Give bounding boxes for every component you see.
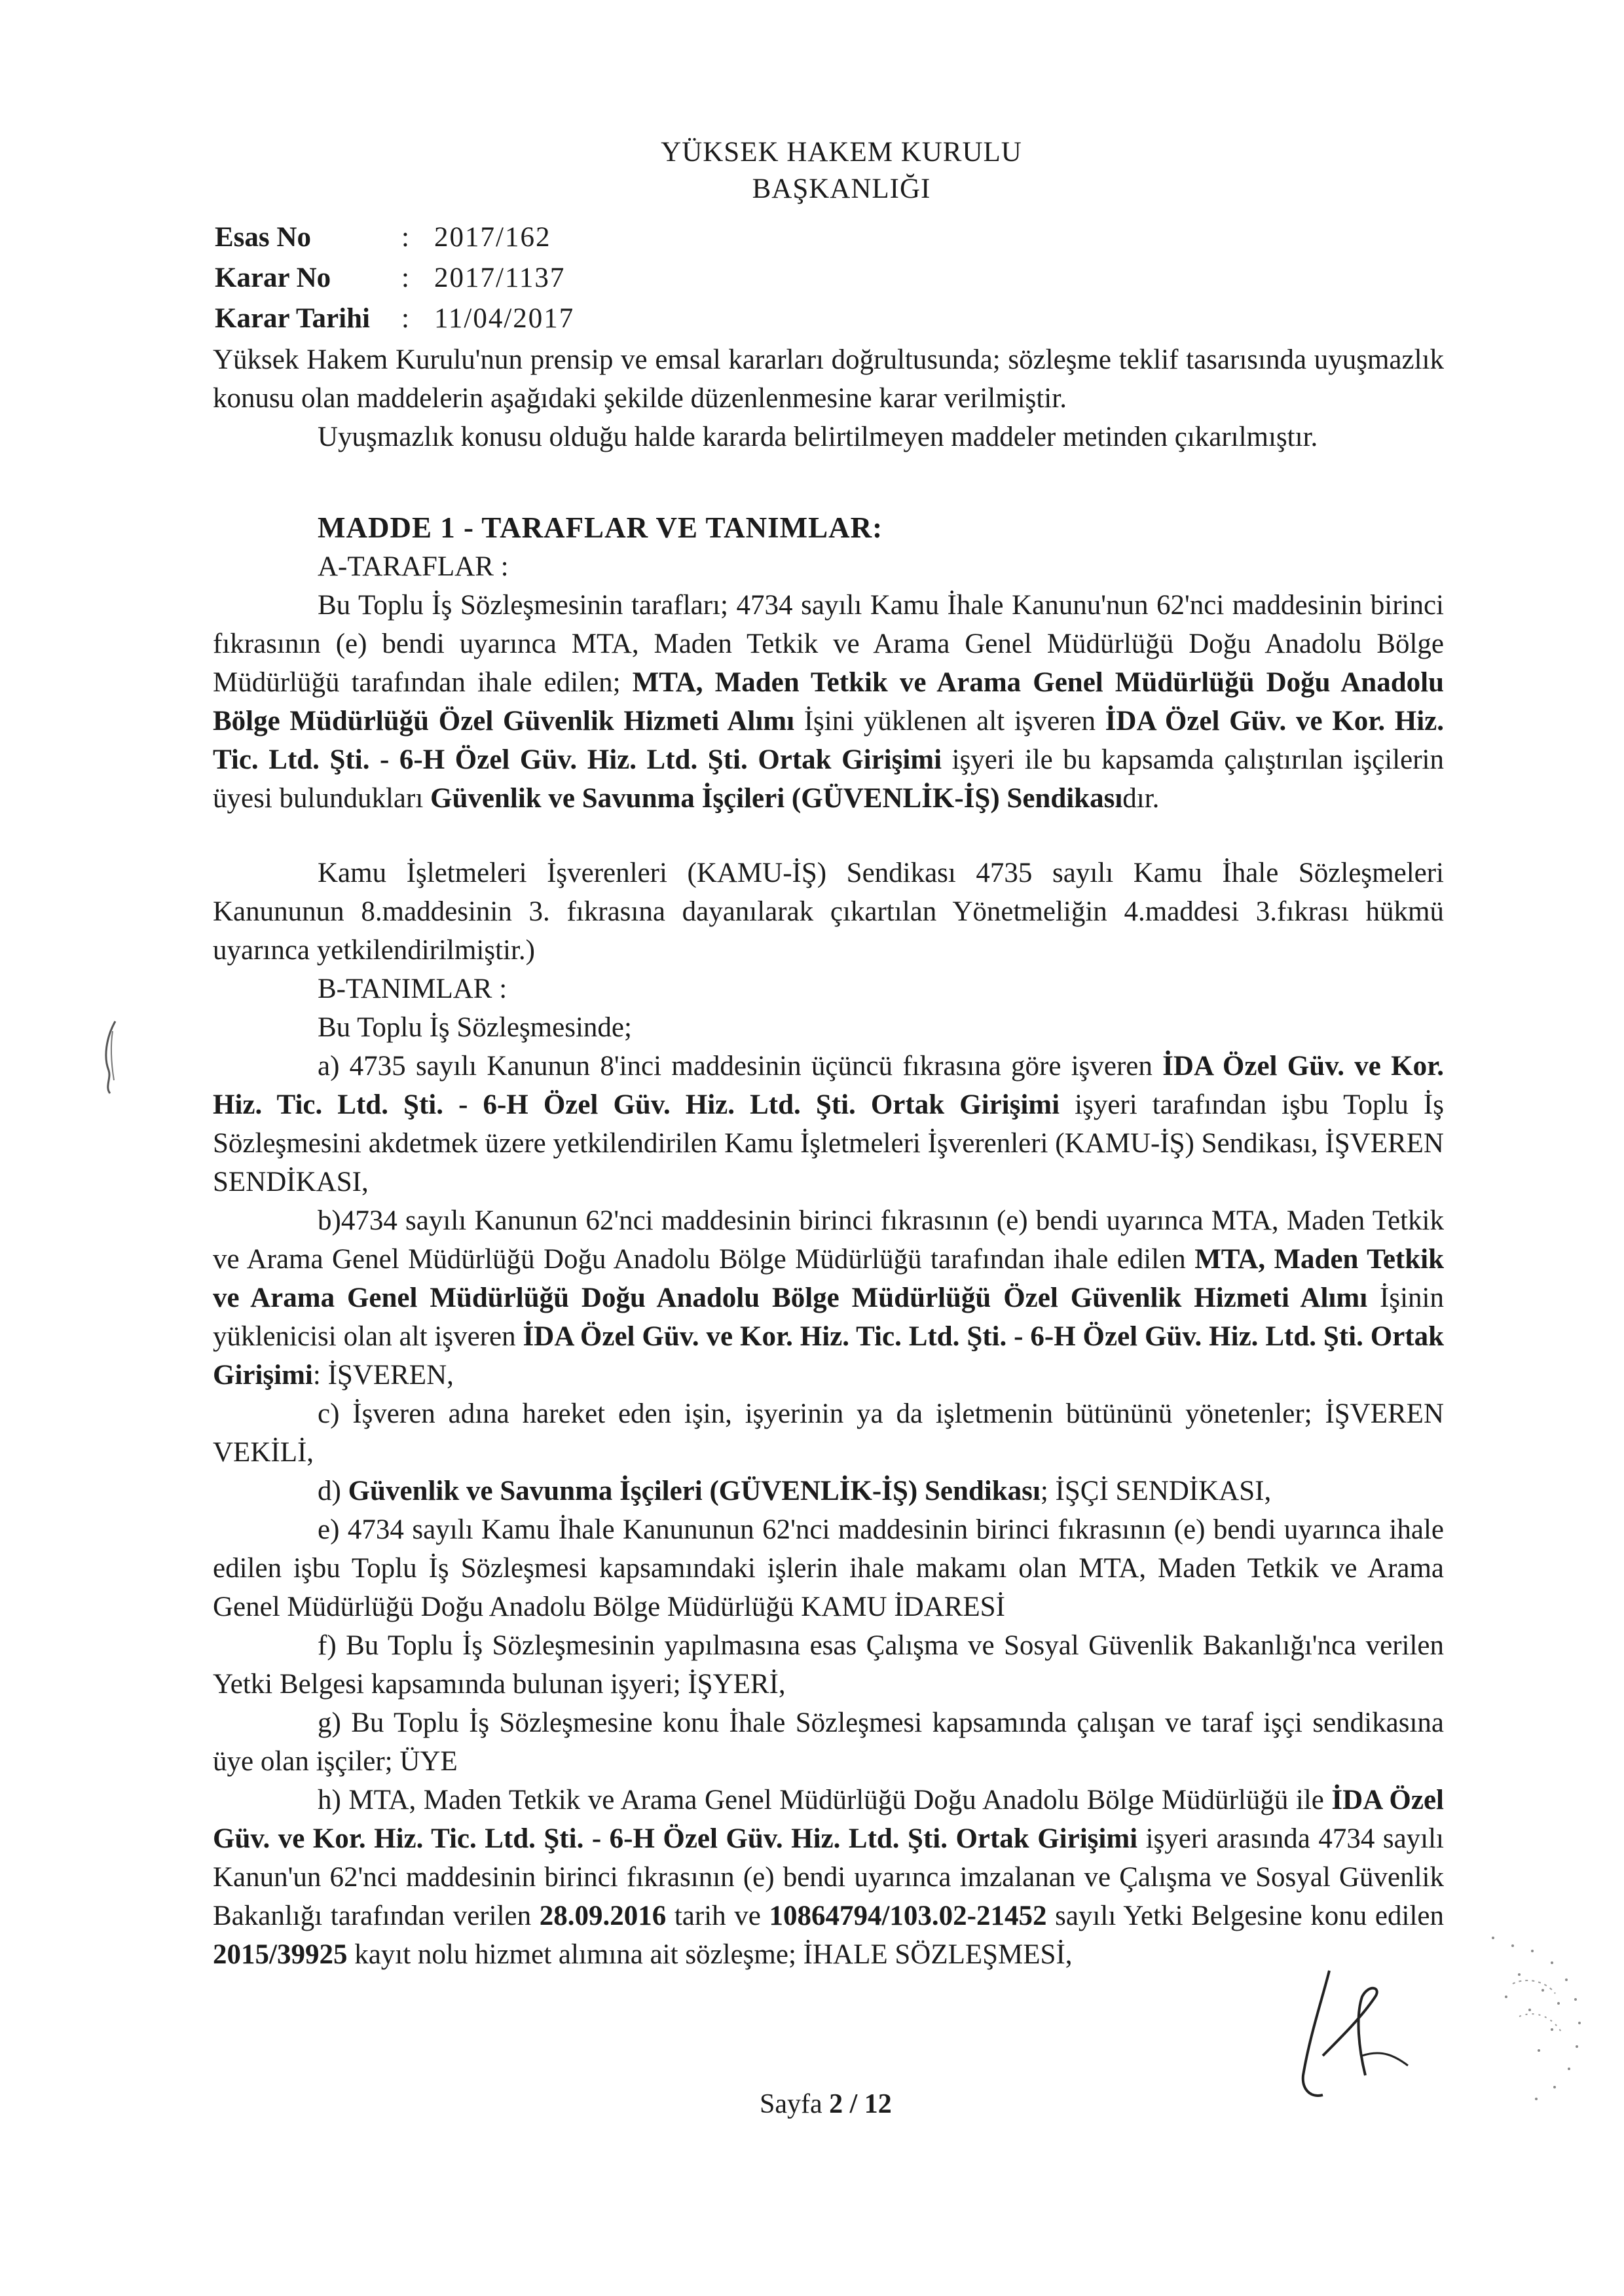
definition-b-text-3: : İŞVEREN, (312, 1360, 454, 1391)
esas-label: Esas No (215, 222, 311, 253)
definition-h-text-1: h) MTA, Maden Tetkik ve Arama Genel Müdürlüğü Doğu Anadolu Bölge Müdürlüğü ile (318, 1785, 1332, 1815)
intro-paragraph-1: Yüksek Hakem Kurulu'nun prensip ve emsal kararları doğrultusunda; sözleşme teklif tasarısında uyuşmazlık konusu olan maddelerin aşağıdaki şekilde düzenlenmesine karar verilmiştir. (213, 344, 1444, 414)
definition-b (213, 1201, 1444, 1394)
header-line-1: YÜKSEK HAKEM KURULU (661, 137, 1022, 168)
definition-g: g) Bu Toplu İş Sözleşmesine konu İhale Sözleşmesi kapsamında çalışan ve taraf işçi sendikasına üye olan işçiler; ÜYE (213, 1707, 1444, 1777)
intro-paragraph-2: Uyuşmazlık konusu olduğu halde kararda belirtilmeyen maddeler metinden çıkarılmıştır. (318, 422, 1318, 452)
definition-d-bold-1: Güvenlik ve Savunma İşçileri (GÜVENLİK-İŞ) Sendikası (348, 1476, 1041, 1506)
signature-icon (1283, 1958, 1454, 2121)
tarih-row (215, 299, 574, 339)
taraflar-paragraph (213, 586, 1444, 818)
tarih-value: 11/04/2017 (434, 303, 575, 334)
definition-c: c) İşveren adına hareket eden işin, işyerinin ya da işletmenin bütününü yönetenler; İŞVEREN VEKİLİ, (213, 1398, 1444, 1468)
page-label: Sayfa (760, 2089, 830, 2119)
header-line-2: BAŞKANLIĞI (752, 173, 931, 204)
definition-a-text-2: işyeri tarafından işbu Toplu İş Sözleşmesini akdetmek üzere yetkilendirilen Kamu İşletmeleri İşverenleri (KAMU-İŞ) Sendikası, İŞVEREN SENDİKASI, (213, 1089, 1444, 1197)
institution-header (498, 134, 1185, 208)
document-body (213, 340, 1444, 1974)
definition-b-bold-1: MTA, Maden Tetkik ve Arama Genel Müdürlüğü Doğu Anadolu Bölge Müdürlüğü Özel Güvenlik Hizmeti Alımı (213, 1244, 1445, 1313)
margin-scribble-icon (97, 1018, 123, 1097)
taraflar-heading: A-TARAFLAR : (318, 551, 509, 582)
definition-d (213, 1472, 1444, 1510)
tanimlar-intro: Bu Toplu İş Sözleşmesinde; (318, 1012, 632, 1043)
karar-row (215, 258, 574, 299)
page-number: 2 / 12 (829, 2089, 892, 2119)
definition-h-bold-2: 28.09.2016 (539, 1901, 667, 1931)
tarih-label: Karar Tarihi (215, 303, 370, 334)
definition-b-text-2: İşinin yüklenicisi olan alt işveren (213, 1283, 1444, 1352)
definition-a-text-1: a) 4735 sayılı Kanunun 8'inci maddesinin üçüncü fıkrasına göre işveren (318, 1051, 1163, 1082)
definition-h-text-5: kayıt nolu hizmet alımına ait sözleşme; İHALE SÖZLEŞMESİ, (347, 1939, 1073, 1970)
karar-colon: : (401, 263, 409, 293)
definition-h-bold-3: 10864794/103.02-21452 (769, 1901, 1047, 1931)
definition-e: e) 4734 sayılı Kamu İhale Kanununun 62'nci maddesinin birinci fıkrasının (e) bendi uyarınca ihale edilen işbu Toplu İş Sözleşmesi kapsamındaki işlerin ihale makamı olan MTA, Maden Tetkik ve Arama Genel Müdürlüğü Doğu Anadolu Bölge Müdürlüğü KAMU İDARESİ (213, 1514, 1444, 1622)
definition-h-text-2: işyeri arasında 4734 sayılı Kanun'un 62'nci maddesinin birinci fıkrasının (e) bendi uyarınca imzalanan ve Çalışma ve Sosyal Güvenlik Bakanlığı tarafından verilen (213, 1823, 1444, 1931)
madde-1-heading: MADDE 1 - TARAFLAR VE TANIMLAR: (318, 511, 883, 544)
definition-d-text-2: ; İŞÇİ SENDİKASI, (1040, 1476, 1272, 1506)
definition-h-text-3: tarih ve (666, 1901, 769, 1931)
taraflar-bold-2: İDA Özel Güv. ve Kor. Hiz. Tic. Ltd. Şti. - 6-H Özel Güv. Hiz. Ltd. Şti. Ortak Girişimi (213, 706, 1444, 775)
kamu-is-paragraph: Kamu İşletmeleri İşverenleri (KAMU-İŞ) Sendikası 4735 sayılı Kamu İhale Sözleşmeleri Kanununun 8.maddesinin 3. fıkrasına dayanılarak çıkartılan Yönetmeliğin 4.maddesi 3.fıkrası hükmü uyarınca yetkilendirilmiştir.) (213, 858, 1444, 966)
page-footer (760, 2088, 892, 2120)
taraflar-text-1: Bu Toplu İş Sözleşmesinin tarafları; 4734 sayılı Kamu İhale Kanunu'nun 62'nci maddesinin birinci fıkrasının (e) bendi uyarınca MTA, Maden Tetkik ve Arama Genel Müdürlüğü Doğu Anadolu Bölge Müdürlüğü tarafından ihale edilen; (213, 590, 1444, 698)
definition-a (213, 1047, 1444, 1201)
tanimlar-heading: B-TANIMLAR : (318, 974, 507, 1004)
case-meta (215, 217, 574, 339)
definition-b-bold-2: İDA Özel Güv. ve Kor. Hiz. Tic. Ltd. Şti. - 6-H Özel Güv. Hiz. Ltd. Şti. Ortak Girişimi (213, 1321, 1445, 1391)
tarih-colon: : (401, 303, 409, 334)
esas-colon: : (401, 222, 409, 253)
definition-h-text-4: sayılı Yetki Belgesine konu edilen (1046, 1901, 1444, 1931)
definition-h-bold-1: İDA Özel Güv. ve Kor. Hiz. Tic. Ltd. Şti. - 6-H Özel Güv. Hiz. Ltd. Şti. Ortak Girişimi (213, 1785, 1444, 1854)
definition-f: f) Bu Toplu İş Sözleşmesinin yapılmasına esas Çalışma ve Sosyal Güvenlik Bakanlığı'nca verilen Yetki Belgesi kapsamında bulunan işyeri; İŞYERİ, (213, 1630, 1444, 1700)
definition-h-bold-4: 2015/39925 (213, 1939, 348, 1970)
taraflar-bold-1: MTA, Maden Tetkik ve Arama Genel Müdürlüğü Doğu Anadolu Bölge Müdürlüğü Özel Güvenlik Hizmeti Alımı (213, 667, 1444, 737)
karar-label: Karar No (215, 263, 331, 293)
taraflar-text-4: dır. (1122, 783, 1160, 814)
definition-d-text-1: d) (318, 1476, 348, 1506)
esas-value: 2017/162 (434, 222, 551, 253)
definition-a-bold-1: İDA Özel Güv. ve Kor. Hiz. Tic. Ltd. Şti. - 6-H Özel Güv. Hiz. Ltd. Şti. Ortak Girişimi (213, 1051, 1444, 1120)
taraflar-text-2: İşini yüklenen alt işveren (794, 706, 1105, 737)
taraflar-bold-3: Güvenlik ve Savunma İşçileri (GÜVENLİK-İŞ) Sendikası (430, 783, 1123, 814)
definition-b-text-1: b)4734 sayılı Kanunun 62'nci maddesinin birinci fıkrasının (e) bendi uyarınca MTA, Maden Tetkik ve Arama Genel Müdürlüğü Doğu Anadolu Bölge Müdürlüğü tarafından ihale edilen (213, 1205, 1444, 1275)
definition-h (213, 1781, 1444, 1974)
karar-value: 2017/1137 (434, 263, 566, 293)
esas-row (215, 217, 574, 258)
taraflar-text-3: işyeri ile bu kapsamda çalıştırılan işçilerin üyesi bulundukları (213, 744, 1444, 814)
